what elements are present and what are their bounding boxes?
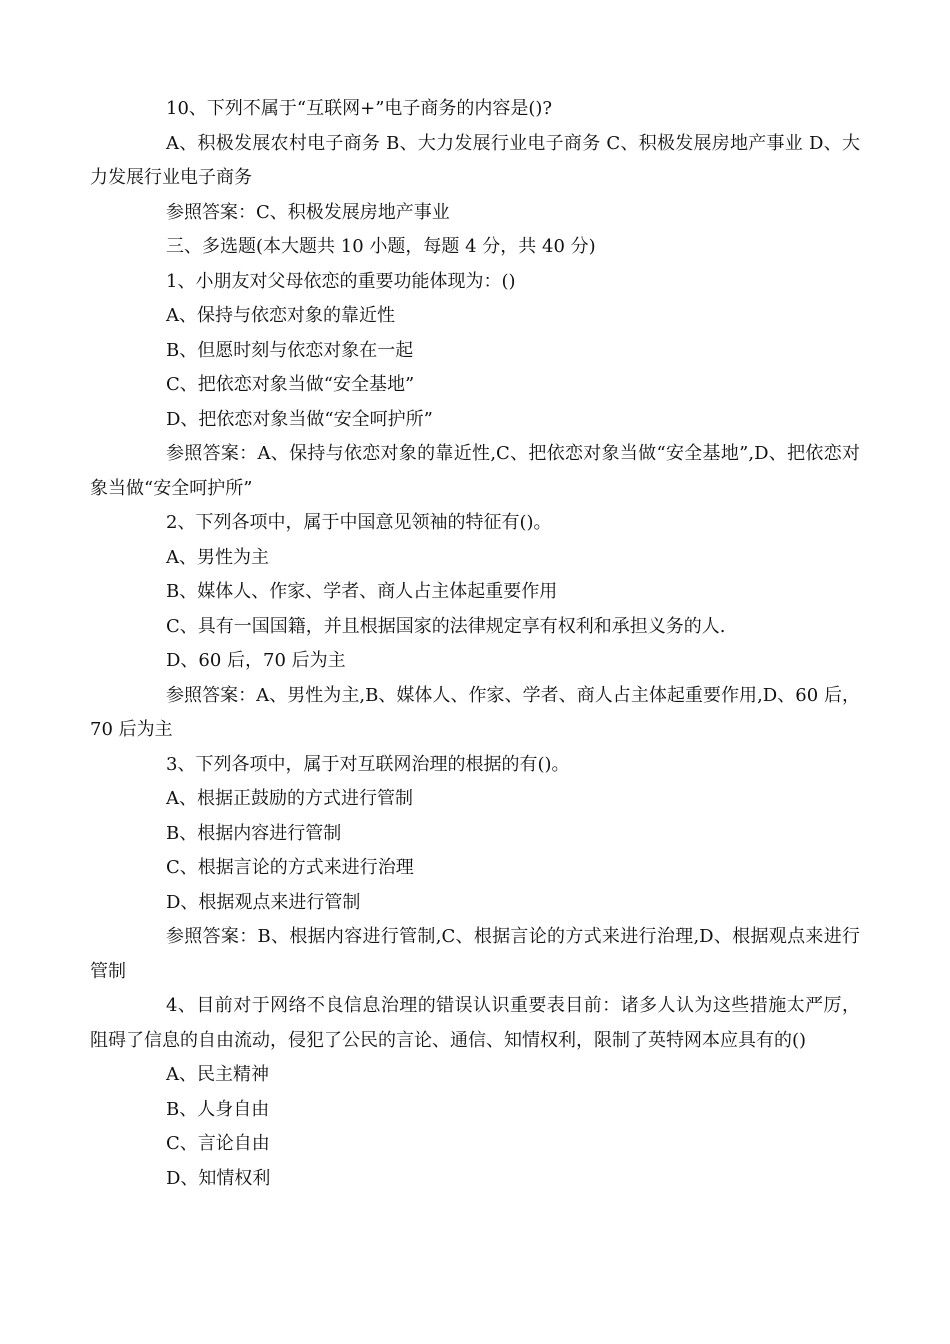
question-3-option-d: D、根据观点来进行管制 (166, 891, 361, 913)
question-2: 2、下列各项中，属于中国意见领袖的特征有()。 (166, 512, 552, 533)
question-10: 10、下列不属于“互联网+”电子商务的内容是()? (166, 98, 553, 119)
question-1-option-d: D、把依恋对象当做“安全呵护所” (166, 408, 433, 430)
question-10-answer: 参照答案：C、积极发展房地产事业 (166, 201, 450, 223)
question-3-option-b: B、根据内容进行管制 (166, 822, 342, 844)
question-1-answer: 参照答案：A、保持与依恋对象的靠近性,C、把依恋对象当做“安全基地”,D、把依恋对象当做“安全呵护所” (90, 443, 860, 499)
question-1-option-a: A、保持与依恋对象的靠近性 (166, 305, 395, 326)
question-4-option-b: B、人身自由 (166, 1098, 270, 1120)
question-2-answer: 参照答案：A、男性为主,B、媒体人、作家、学者、商人占主体起重要作用,D、60 后，70 后为主 (90, 684, 860, 740)
question-2-option-a: A、男性为主 (166, 546, 269, 568)
question-1-option-b: B、但愿时刻与依恋对象在一起 (166, 339, 414, 361)
question-3-answer: 参照答案：B、根据内容进行管制,C、根据言论的方式来进行治理,D、根据观点来进行管制 (90, 926, 860, 982)
question-10-options: A、积极发展农村电子商务 B、大力发展行业电子商务 C、积极发展房地产事业 D、大力发展行业电子商务 (90, 132, 860, 188)
question-4: 4、目前对于网络不良信息治理的错误认识重要表目前：诸多人认为这些措施太严厉，阻碍了信息的自由流动，侵犯了公民的言论、通信、知情权利，限制了英特网本应具有的() (90, 995, 860, 1051)
question-2-option-d: D、60 后，70 后为主 (166, 650, 346, 671)
question-1: 1、小朋友对父母依恋的重要功能体现为：() (166, 270, 516, 292)
question-3: 3、下列各项中，属于对互联网治理的根据的有()。 (166, 753, 570, 775)
question-4-option-a: A、民主精神 (166, 1064, 269, 1085)
question-1-option-c: C、把依恋对象当做“安全基地” (166, 374, 415, 395)
question-4-option-c: C、言论自由 (166, 1133, 270, 1154)
section-heading-multiple-choice: 三、多选题(本大题共 10 小题，每题 4 分，共 40 分) (166, 236, 596, 257)
question-4-option-d: D、知情权利 (166, 1167, 271, 1189)
question-3-option-c: C、根据言论的方式来进行治理 (166, 857, 414, 878)
question-3-option-a: A、根据正鼓励的方式进行管制 (166, 788, 413, 809)
question-2-option-b: B、媒体人、作家、学者、商人占主体起重要作用 (166, 581, 558, 602)
question-2-option-c: C、具有一国国籍，并且根据国家的法律规定享有权利和承担义务的人. (166, 615, 726, 637)
